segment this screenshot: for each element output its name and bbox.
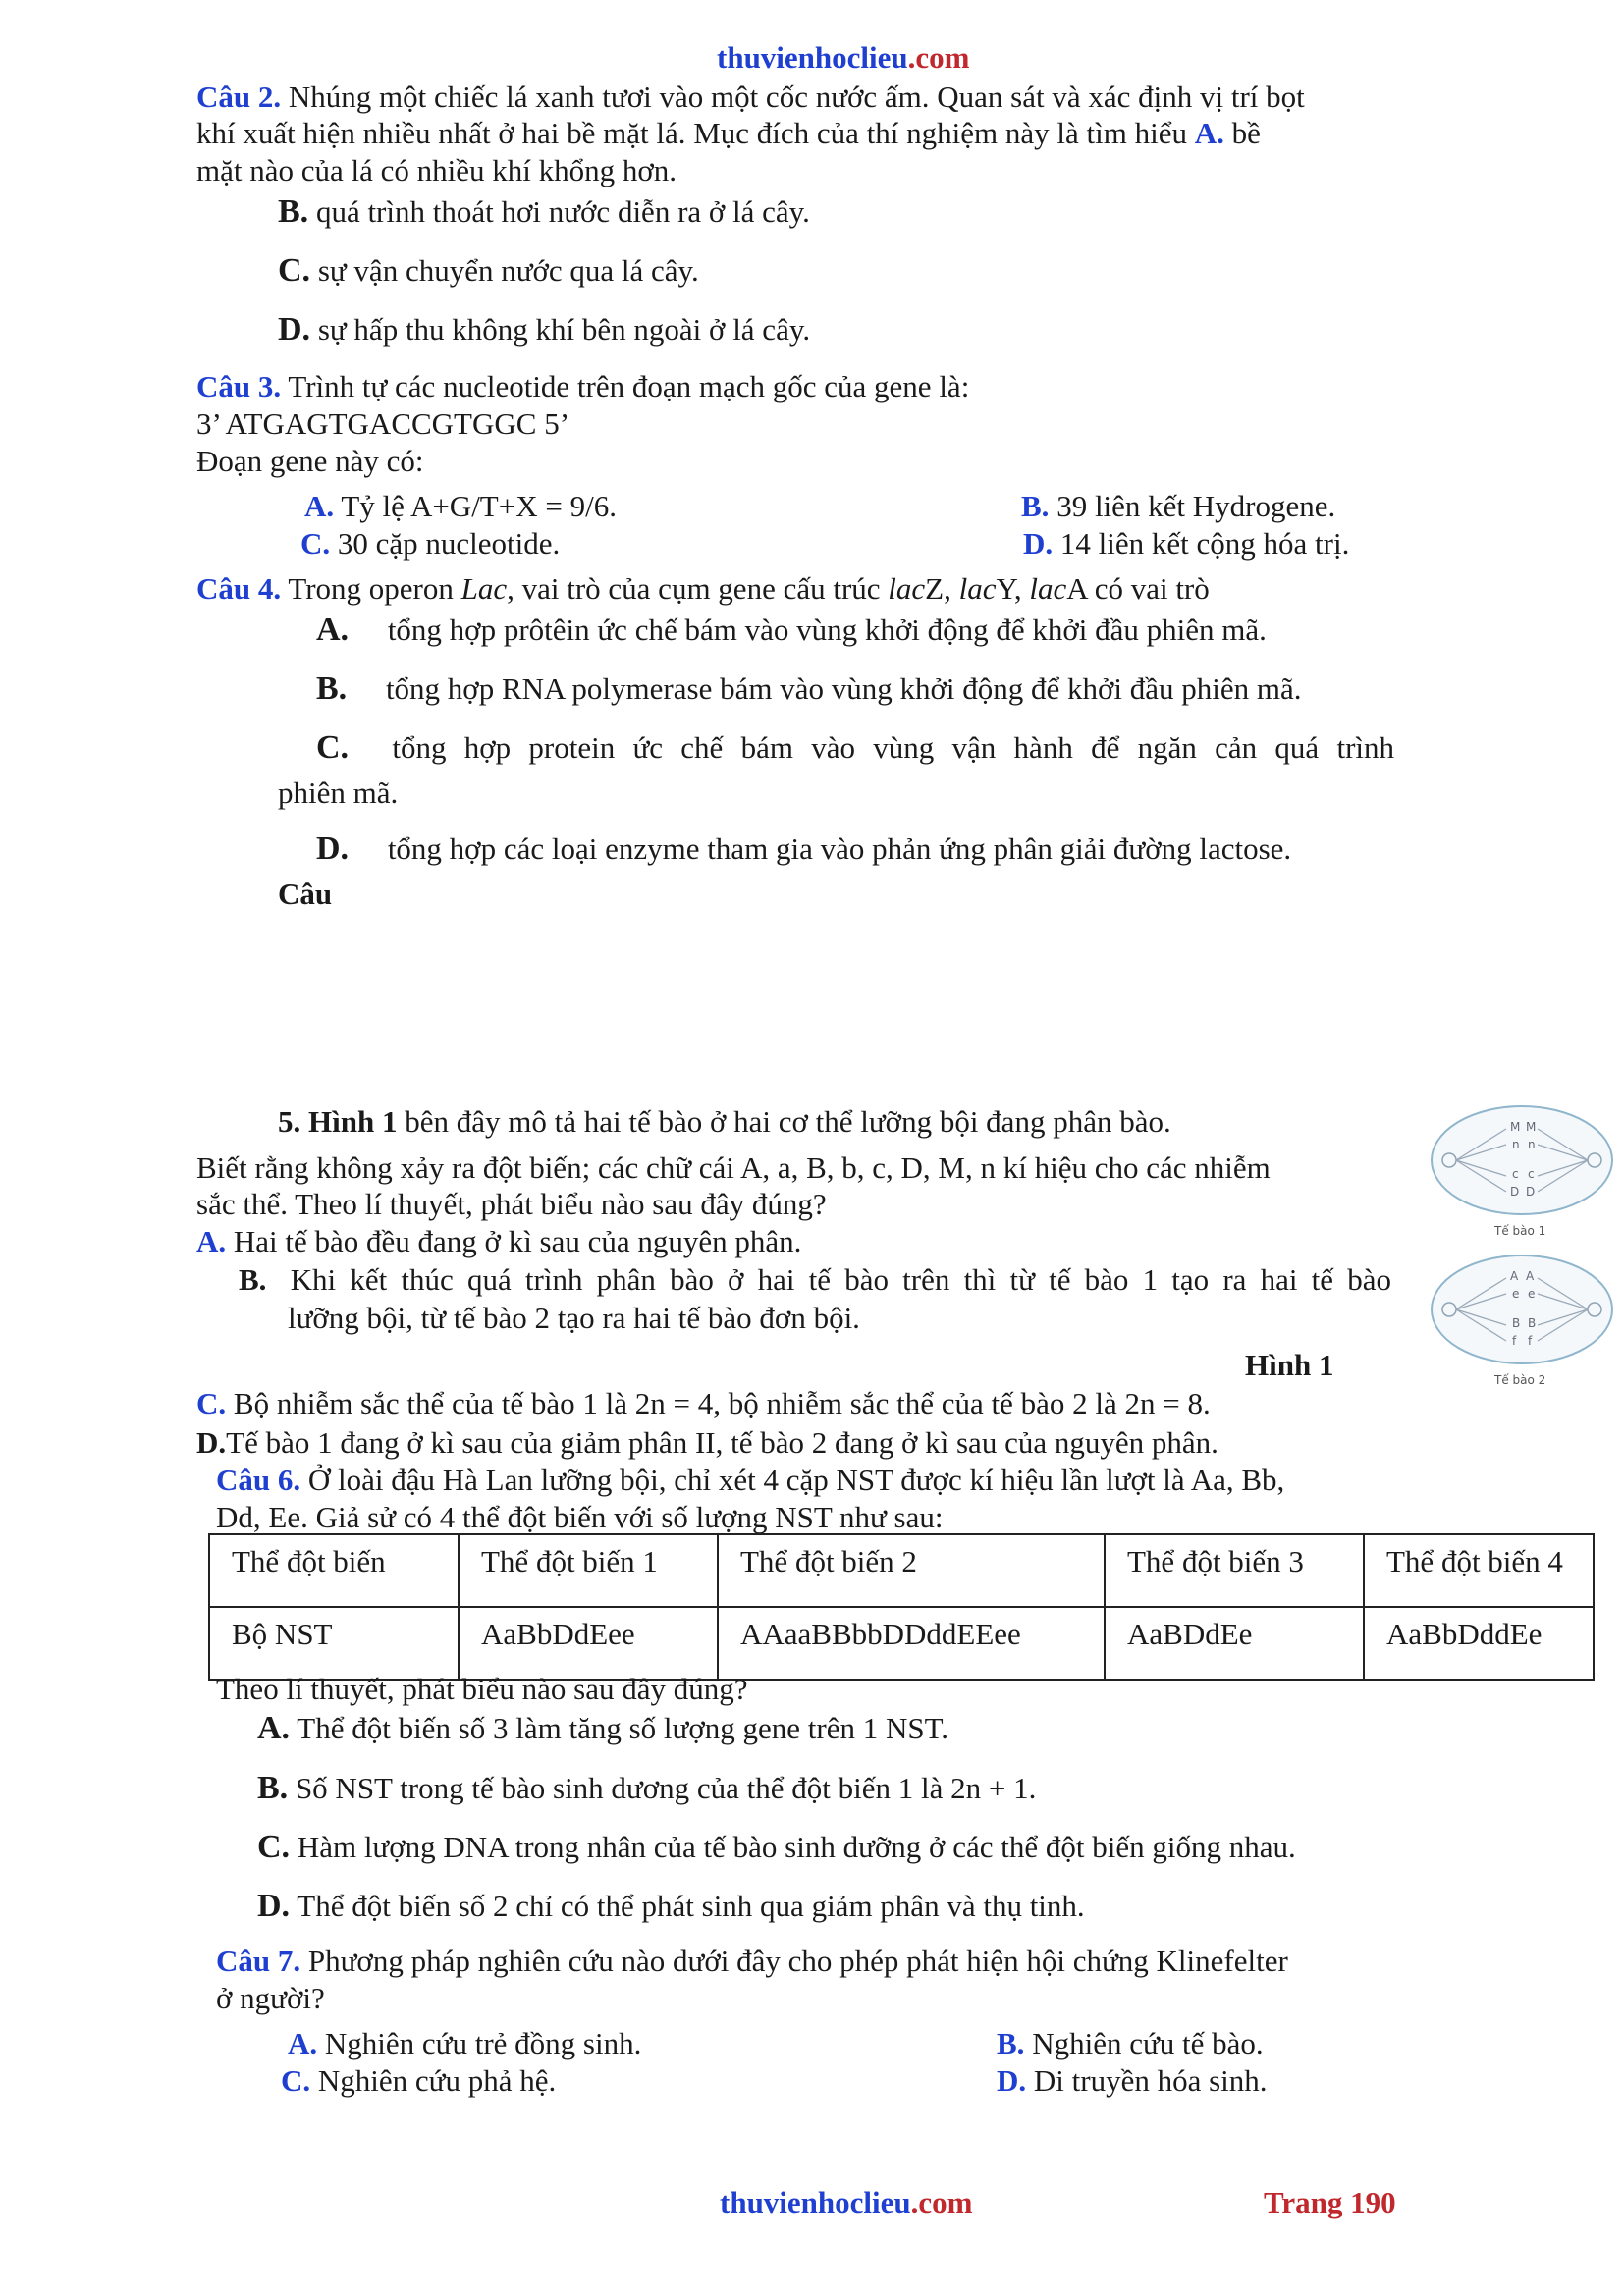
q3-b-letter: B. <box>1021 489 1050 523</box>
q2-c-text: sự vận chuyển nước qua lá cây. <box>317 253 699 288</box>
q6-stem: Theo lí thuyết, phát biểu nào sau đây đúng? <box>216 1672 748 1706</box>
table-header-row <box>209 1534 1594 1607</box>
figure-cell-2 <box>1424 1249 1620 1398</box>
q6-d-letter: D. <box>257 1888 291 1924</box>
q4-line1 <box>196 570 1210 608</box>
q6-text1: Ở loài đậu Hà Lan lưỡng bội, chỉ xét 4 cặp NST được kí hiệu lần lượt là Aa, Bb, <box>307 1463 1285 1497</box>
q2-option-c <box>278 252 699 290</box>
q6-a-text: Thể đột biến số 3 làm tăng số lượng gene trên 1 NST. <box>297 1711 948 1745</box>
q7-b-letter: B. <box>997 2026 1025 2060</box>
q4-c-text2: phiên mã. <box>278 775 399 810</box>
nst-table <box>208 1533 1595 1681</box>
q4-y: Y, <box>996 571 1030 606</box>
q2-option-b <box>278 193 810 231</box>
table-cell: AaBbDddEe <box>1364 1607 1594 1680</box>
cell1-letter-5: c <box>1512 1167 1519 1181</box>
q3-c-text: 30 cặp nucleotide. <box>337 526 561 561</box>
q6-option-c <box>257 1829 1296 1866</box>
cell2-letter-4: e <box>1528 1287 1536 1301</box>
table-header-cell: Thể đột biến 1 <box>459 1534 718 1607</box>
q5-d-text: Tế bào 1 đang ở kì sau của giảm phân II, tế bào 2 đang ở kì sau của nguyên phân. <box>226 1425 1218 1460</box>
q6-line1 <box>216 1462 1284 1499</box>
q7-c-text: Nghiên cứu phả hệ. <box>317 2063 557 2098</box>
table-header-cell: Thể đột biến 3 <box>1105 1534 1364 1607</box>
q6-option-d <box>257 1888 1085 1925</box>
q6-a-letter: A. <box>257 1710 291 1746</box>
q5-c-text: Bộ nhiễm sắc thể của tế bào 1 là 2n = 4, bộ nhiễm sắc thể của tế bào 2 là 2n = 8. <box>233 1386 1211 1420</box>
page-number: Trang 190 <box>1264 2185 1396 2219</box>
q4-z-pre: lac <box>888 571 926 606</box>
q6-text2: Dd, Ee. Giả sử có 4 thể đột biến với số lượng NST như sau: <box>216 1500 944 1534</box>
cell1-letter-4: n <box>1528 1138 1536 1151</box>
q5-label-word: Câu <box>278 877 333 911</box>
q7-a-letter: A. <box>288 2026 318 2060</box>
q5-text2: Biết rằng không xảy ra đột biến; các chữ cái A, a, B, b, c, D, M, n kí hiệu cho các nhiễm <box>196 1150 1271 1185</box>
q7-option-a <box>288 2025 641 2062</box>
q2-a-letter: A. <box>1194 116 1224 150</box>
q4-y-pre: lac <box>958 571 997 606</box>
q2-b-letter: B. <box>278 193 309 230</box>
q2-line2 <box>196 115 1261 152</box>
q2-text1: Nhúng một chiếc lá xanh tươi vào một cốc nước ấm. Quan sát và xác định vị trí bọt <box>288 80 1305 114</box>
q4-option-b <box>316 670 1301 708</box>
q4-t2: , vai trò của cụm gene cấu trúc <box>507 571 881 606</box>
q2-line1 <box>196 79 1305 116</box>
q7-b-text: Nghiên cứu tế bào. <box>1032 2026 1264 2060</box>
table-header-cell: Thể đột biến 4 <box>1364 1534 1594 1607</box>
q5-a-letter: A. <box>196 1224 227 1258</box>
q4-t1: Trong operon <box>288 571 454 606</box>
q7-label: Câu 7. <box>216 1944 301 1978</box>
q7-text1: Phương pháp nghiên cứu nào dưới đây cho phép phát hiện hội chứng Klinefelter <box>307 1944 1288 1978</box>
cell2-letter-8: f <box>1528 1334 1533 1348</box>
q6-label: Câu 6. <box>216 1463 301 1497</box>
cell1-caption: Tế bào 1 <box>1494 1224 1546 1238</box>
q3-option-b <box>1021 488 1335 525</box>
cell1-letter-8: D <box>1526 1185 1536 1199</box>
cell2-letter-7: f <box>1512 1334 1517 1348</box>
q4-c-text: tổng hợp protein ức chế bám vào vùng vận hành để ngăn cản quá trình <box>392 730 1395 765</box>
table-header-cell: Thể đột biến 2 <box>718 1534 1105 1607</box>
q3-line1 <box>196 368 969 405</box>
cell1-letter-6: c <box>1528 1167 1535 1181</box>
q3-a-letter: A. <box>304 489 335 523</box>
q6-c-text: Hàm lượng DNA trong nhân của tế bào sinh dưỡng ở các thể đột biến giống nhau. <box>297 1830 1296 1864</box>
header-site <box>717 39 970 77</box>
q4-a-pre: lac <box>1029 571 1067 606</box>
cell2-letter-2: A <box>1526 1269 1535 1283</box>
q5-text1: bên đây mô tả hai tế bào ở hai cơ thể lưỡng bội đang phân bào. <box>405 1104 1171 1139</box>
q7-a-text: Nghiên cứu trẻ đồng sinh. <box>324 2026 642 2060</box>
q7-option-b <box>997 2025 1264 2062</box>
q4-c-letter: C. <box>316 729 350 766</box>
q3-sequence: 3’ ATGAGTGACCGTGGC 5’ <box>196 406 570 441</box>
cell2-caption: Tế bào 2 <box>1494 1373 1546 1387</box>
q7-d-text: Di truyền hóa sinh. <box>1033 2063 1268 2098</box>
cell1-letter-7: D <box>1510 1185 1520 1199</box>
cell2-letter-3: e <box>1512 1287 1520 1301</box>
q6-option-a <box>257 1710 948 1747</box>
q4-lac: Lac <box>460 571 508 606</box>
q4-d-letter: D. <box>316 830 350 867</box>
q5-fig-caption: Hình 1 <box>1245 1348 1334 1382</box>
q5-option-c <box>196 1385 1211 1422</box>
q7-c-letter: C. <box>281 2063 311 2098</box>
q2-d-text: sự hấp thu không khí bên ngoài ở lá cây. <box>317 312 811 347</box>
q3-c-letter: C. <box>300 526 331 561</box>
q6-b-text: Số NST trong tế bào sinh dương của thể đột biến 1 là 2n + 1. <box>295 1771 1037 1805</box>
q7-line1 <box>216 1943 1288 1980</box>
q6-c-letter: C. <box>257 1829 291 1865</box>
q2-c-letter: C. <box>278 252 311 289</box>
q5-b-text: Khi kết thúc quá trình phân bào ở hai tế bào trên thì từ tế bào 1 tạo ra hai tế bào <box>290 1262 1391 1297</box>
q3-label: Câu 3. <box>196 369 282 403</box>
q4-b-text: tổng hợp RNA polymerase bám vào vùng khởi động để khởi đầu phiên mã. <box>385 671 1302 706</box>
q5-option-a <box>196 1223 801 1260</box>
cell1-letter-2: M <box>1526 1120 1537 1134</box>
q3-option-d <box>1023 525 1349 562</box>
q5-c-letter: C. <box>196 1386 227 1420</box>
q3-d-letter: D. <box>1023 526 1054 561</box>
table-cell: AAaaBBbbDDddEEee <box>718 1607 1105 1680</box>
table-header-cell: Thể đột biến <box>209 1534 459 1607</box>
q2-line3: mặt nào của lá có nhiều khí khổng hơn. <box>196 153 677 187</box>
q4-option-c <box>316 729 1394 767</box>
footer-site-tld: .com <box>910 2185 973 2219</box>
q4-b-letter: B. <box>316 670 348 707</box>
q6-d-text: Thể đột biến số 2 chỉ có thể phát sinh qua giảm phân và thụ tinh. <box>297 1889 1085 1923</box>
q7-option-c <box>281 2062 556 2100</box>
cell2-letter-5: B <box>1512 1316 1521 1330</box>
q5-num: 5. <box>278 1104 301 1139</box>
q7-option-d <box>997 2062 1268 2100</box>
table-row <box>209 1607 1594 1680</box>
q4-option-d <box>316 830 1291 868</box>
q4-a-text: tổng hợp prôtêin ức chế bám vào vùng khởi động để khởi đầu phiên mã. <box>387 613 1267 647</box>
q3-option-a <box>304 488 617 525</box>
q5-a-text: Hai tế bào đều đang ở kì sau của nguyên phân. <box>233 1224 802 1258</box>
q5-option-b <box>239 1261 1391 1299</box>
cell2-letter-6: B <box>1528 1316 1537 1330</box>
q5-text3: sắc thể. Theo lí thuyết, phát biểu nào sau đây đúng? <box>196 1187 827 1221</box>
q6-option-b <box>257 1770 1036 1807</box>
q2-text2b: bề <box>1231 116 1261 150</box>
q5-b-text2: lưỡng bội, từ tế bào 2 tạo ra hai tế bào đơn bội. <box>288 1301 860 1335</box>
q2-option-d <box>278 311 810 348</box>
q2-d-letter: D. <box>278 311 311 347</box>
q3-a-text: Tỷ lệ A+G/T+X = 9/6. <box>341 489 617 523</box>
table-cell: AaBbDdEee <box>459 1607 718 1680</box>
q3-text: Trình tự các nucleotide trên đoạn mạch gốc của gene là: <box>288 369 970 403</box>
cell1-letter-1: M <box>1510 1120 1521 1134</box>
table-cell: AaBDdEe <box>1105 1607 1364 1680</box>
q2-label: Câu 2. <box>196 80 282 114</box>
cell2-letter-1: A <box>1510 1269 1519 1283</box>
q3-option-c <box>300 525 560 562</box>
q2-text2: khí xuất hiện nhiều nhất ở hai bề mặt lá. Mục đích của thí nghiệm này là tìm hiểu <box>196 116 1187 150</box>
q4-a: A có vai trò <box>1066 571 1210 606</box>
q2-b-text: quá trình thoát hơi nước diễn ra ở lá cây. <box>315 194 810 229</box>
q7-text2: ở người? <box>216 1981 325 2015</box>
q4-z: Z, <box>925 571 959 606</box>
q6-b-letter: B. <box>257 1770 289 1806</box>
q4-d-text: tổng hợp các loại enzyme tham gia vào phản ứng phân giải đường lactose. <box>387 831 1292 866</box>
footer-site-main: thuvienhoclieu <box>720 2185 911 2219</box>
q3-stem: Đoạn gene này có: <box>196 444 424 478</box>
header-site-tld: .com <box>907 40 970 75</box>
cell1-letter-3: n <box>1512 1138 1520 1151</box>
q4-option-a <box>316 612 1267 649</box>
q7-d-letter: D. <box>997 2063 1027 2098</box>
figure-cell-1 <box>1424 1099 1620 1249</box>
q3-d-text: 14 liên kết cộng hóa trị. <box>1059 526 1350 561</box>
q4-a-letter: A. <box>316 612 350 648</box>
table-cell: Bộ NST <box>209 1607 459 1680</box>
footer-site <box>720 2184 973 2221</box>
q4-label: Câu 4. <box>196 571 282 606</box>
q5-hinh: Hình 1 <box>308 1104 398 1139</box>
q5-line1 <box>278 1103 1171 1141</box>
q5-b-letter: B. <box>239 1262 267 1297</box>
q5-d-letter: D. <box>196 1425 227 1460</box>
q3-b-text: 39 liên kết Hydrogene. <box>1056 489 1336 523</box>
q5-option-d <box>196 1424 1218 1462</box>
header-site-main: thuvienhoclieu <box>717 40 908 75</box>
